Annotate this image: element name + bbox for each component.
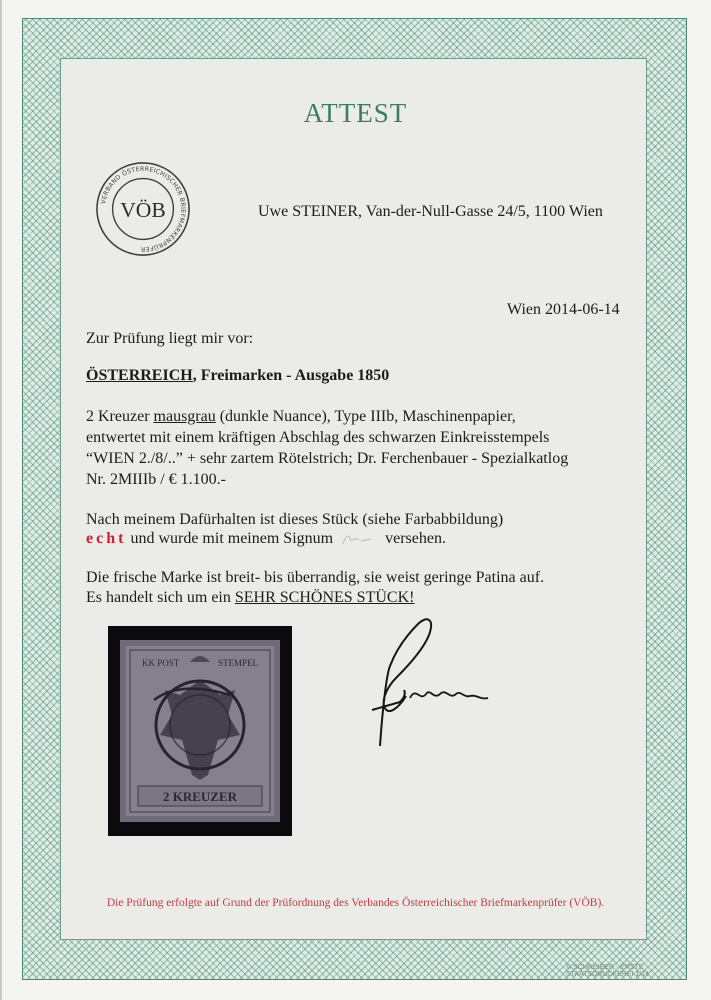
verdict-line-2: [86, 530, 446, 548]
seal-text: VÖB: [120, 197, 166, 222]
signum-mark-icon: [337, 531, 381, 547]
condition-line-2: [86, 589, 414, 607]
heading-rest: , Freimarken - Ausgabe 1850: [192, 367, 390, 384]
certificate-footer: Die Prüfung erfolgte auf Grund der Prüfordnung des Verbandes Österreichischer Briefmarkenprüfer (VÖB).: [106, 897, 605, 909]
stamp-value-text: 2 KREUZER: [162, 789, 238, 804]
stamp-top-left-text: KK POST: [142, 658, 180, 668]
verdict-l2b: und wurde mit meinem Signum: [126, 530, 338, 547]
echt-word: echt: [86, 530, 127, 547]
heading-country: ÖSTERREICH: [86, 367, 193, 384]
examiner-signature: [360, 606, 510, 756]
description-l1a: 2 Kreuzer: [86, 408, 154, 425]
certificate-title: ATTEST: [303, 98, 408, 128]
stamp-photo: [120, 640, 280, 822]
examiner-address: Uwe STEINER, Van-der-Null-Gasse 24/5, 1100 Wien: [258, 203, 603, 220]
color-term: mausgrau: [153, 408, 216, 425]
description-line-3: “WIEN 2./8/..” + sehr zartem Rötelstrich; Dr. Ferchenbauer - Spezialkatlog: [86, 450, 569, 467]
description-l1c: (dunkle Nuance), Type IIIb, Maschinenpapier,: [215, 408, 516, 425]
condition-line-1: Die frische Marke ist breit- bis überrandig, sie weist geringe Patina auf.: [86, 569, 545, 586]
description-line-1: [86, 408, 516, 426]
verdict-line-1: Nach meinem Dafürhalten ist dieses Stück (siehe Farbabbildung): [86, 511, 504, 528]
verdict-l2c: versehen.: [381, 530, 446, 547]
intro-line: Zur Prüfung liegt mir vor:: [86, 330, 254, 347]
sheet-edge: [0, 0, 2, 1000]
certificate-date: Wien 2014-06-14: [507, 301, 620, 318]
printer-imprint: © SCHREIBER · ERSTE STAATSDRUCKEREI 1/14: [566, 964, 649, 978]
seal-ring-text: VERBAND ÖSTERREICHISCHER BRIEFMARKENPRÜFER: [100, 165, 187, 253]
description-line-2: entwertet mit einem kräftigen Abschlag des schwarzen Einkreisstempels: [86, 429, 550, 446]
condition-l2a: Es handelt sich um ein: [86, 589, 235, 606]
stamp-top-right-text: STEMPEL: [218, 658, 259, 668]
voeb-seal-logo: [94, 160, 192, 258]
condition-grade: SEHR SCHÖNES STÜCK!: [234, 589, 415, 606]
item-heading: [86, 367, 389, 385]
description-line-4: Nr. 2MIIIb / € 1.100.-: [86, 471, 226, 488]
